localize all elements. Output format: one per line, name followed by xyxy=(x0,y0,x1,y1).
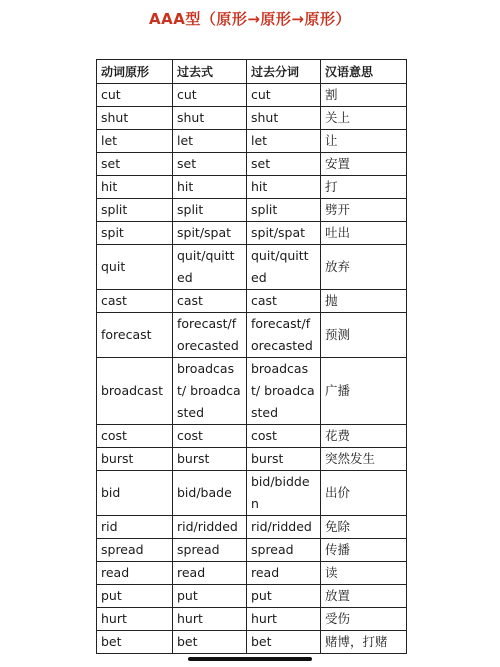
cell-past-participle: spread xyxy=(247,539,321,562)
table-row xyxy=(97,107,407,130)
cell-base-form: cost xyxy=(97,425,173,448)
cell-chinese-meaning: 劈开 xyxy=(321,199,407,222)
cell-past-tense: bet xyxy=(173,631,247,654)
cell-base-form: forecast xyxy=(97,313,173,358)
table-row xyxy=(97,176,407,199)
cell-chinese-meaning: 突然发生 xyxy=(321,448,407,471)
cell-base-form: let xyxy=(97,130,173,153)
cell-chinese-meaning: 安置 xyxy=(321,153,407,176)
cell-chinese-meaning: 让 xyxy=(321,130,407,153)
table-row xyxy=(97,608,407,631)
table-row xyxy=(97,585,407,608)
cell-past-tense: read xyxy=(173,562,247,585)
cell-past-tense: split xyxy=(173,199,247,222)
cell-base-form: hit xyxy=(97,176,173,199)
cell-past-tense: spit/spat xyxy=(173,222,247,245)
cell-past-tense: hurt xyxy=(173,608,247,631)
table-row xyxy=(97,153,407,176)
cell-past-tense: let xyxy=(173,130,247,153)
table-row xyxy=(97,84,407,107)
cell-base-form: cut xyxy=(97,84,173,107)
cell-base-form: broadcast xyxy=(97,358,173,425)
cell-chinese-meaning: 吐出 xyxy=(321,222,407,245)
cell-base-form: read xyxy=(97,562,173,585)
table-header-row xyxy=(97,60,407,84)
cell-base-form: burst xyxy=(97,448,173,471)
cell-past-participle: rid/ridded xyxy=(247,516,321,539)
cell-chinese-meaning: 关上 xyxy=(321,107,407,130)
cell-chinese-meaning: 赌博，打赌 xyxy=(321,631,407,654)
cell-past-tense: bid/bade xyxy=(173,471,247,516)
cell-base-form: split xyxy=(97,199,173,222)
cell-base-form: spread xyxy=(97,539,173,562)
cell-past-tense: cast xyxy=(173,290,247,313)
cell-base-form: rid xyxy=(97,516,173,539)
cell-base-form: shut xyxy=(97,107,173,130)
cell-past-participle: cut xyxy=(247,84,321,107)
table-row xyxy=(97,290,407,313)
cell-past-tense: quit/quitted xyxy=(173,245,247,290)
table-row xyxy=(97,516,407,539)
cell-past-participle: put xyxy=(247,585,321,608)
cell-base-form: spit xyxy=(97,222,173,245)
cell-past-participle: bet xyxy=(247,631,321,654)
table-body xyxy=(97,84,407,654)
cell-base-form: put xyxy=(97,585,173,608)
cell-base-form: bid xyxy=(97,471,173,516)
cell-past-tense: broadcast/ broadcasted xyxy=(173,358,247,425)
cell-past-participle: hit xyxy=(247,176,321,199)
cell-chinese-meaning: 传播 xyxy=(321,539,407,562)
cell-base-form: bet xyxy=(97,631,173,654)
verb-table xyxy=(96,59,407,654)
header-past-participle: 过去分词 xyxy=(247,60,321,84)
cell-past-tense: shut xyxy=(173,107,247,130)
cell-chinese-meaning: 花费 xyxy=(321,425,407,448)
cell-base-form: quit xyxy=(97,245,173,290)
cell-past-participle: let xyxy=(247,130,321,153)
cell-chinese-meaning: 广播 xyxy=(321,358,407,425)
cell-past-tense: cut xyxy=(173,84,247,107)
cell-past-tense: forecast/forecasted xyxy=(173,313,247,358)
table-row xyxy=(97,130,407,153)
cell-chinese-meaning: 预测 xyxy=(321,313,407,358)
cell-past-participle: quit/quitted xyxy=(247,245,321,290)
table-row xyxy=(97,425,407,448)
cell-past-tense: put xyxy=(173,585,247,608)
cell-base-form: set xyxy=(97,153,173,176)
header-past-tense: 过去式 xyxy=(173,60,247,84)
cell-past-participle: set xyxy=(247,153,321,176)
cell-past-participle: broadcast/ broadcasted xyxy=(247,358,321,425)
cell-chinese-meaning: 放置 xyxy=(321,585,407,608)
table-row xyxy=(97,562,407,585)
cell-past-participle: bid/bidden xyxy=(247,471,321,516)
cell-past-participle: hurt xyxy=(247,608,321,631)
cell-past-participle: read xyxy=(247,562,321,585)
cell-past-participle: forecast/forecasted xyxy=(247,313,321,358)
header-base-form: 动词原形 xyxy=(97,60,173,84)
table-row xyxy=(97,313,407,358)
table-row xyxy=(97,358,407,425)
cell-past-tense: hit xyxy=(173,176,247,199)
cell-chinese-meaning: 抛 xyxy=(321,290,407,313)
table-row xyxy=(97,539,407,562)
cell-past-participle: split xyxy=(247,199,321,222)
cell-past-participle: burst xyxy=(247,448,321,471)
cell-past-participle: spit/spat xyxy=(247,222,321,245)
header-chinese-meaning: 汉语意思 xyxy=(321,60,407,84)
table-row xyxy=(97,448,407,471)
cell-chinese-meaning: 放弃 xyxy=(321,245,407,290)
cell-past-tense: set xyxy=(173,153,247,176)
cell-past-tense: burst xyxy=(173,448,247,471)
cell-past-participle: shut xyxy=(247,107,321,130)
cell-base-form: hurt xyxy=(97,608,173,631)
cell-chinese-meaning: 受伤 xyxy=(321,608,407,631)
cell-chinese-meaning: 免除 xyxy=(321,516,407,539)
cell-past-tense: cost xyxy=(173,425,247,448)
table-row xyxy=(97,471,407,516)
table-row xyxy=(97,199,407,222)
table-row xyxy=(97,222,407,245)
cell-past-tense: spread xyxy=(173,539,247,562)
home-indicator[interactable] xyxy=(188,657,312,661)
cell-past-participle: cost xyxy=(247,425,321,448)
cell-chinese-meaning: 读 xyxy=(321,562,407,585)
cell-base-form: cast xyxy=(97,290,173,313)
page-title: AAA型（原形→原形→原形） xyxy=(149,10,351,28)
cell-chinese-meaning: 出价 xyxy=(321,471,407,516)
table-row xyxy=(97,245,407,290)
cell-past-tense: rid/ridded xyxy=(173,516,247,539)
cell-chinese-meaning: 打 xyxy=(321,176,407,199)
cell-chinese-meaning: 割 xyxy=(321,84,407,107)
cell-past-participle: cast xyxy=(247,290,321,313)
table-row xyxy=(97,631,407,654)
